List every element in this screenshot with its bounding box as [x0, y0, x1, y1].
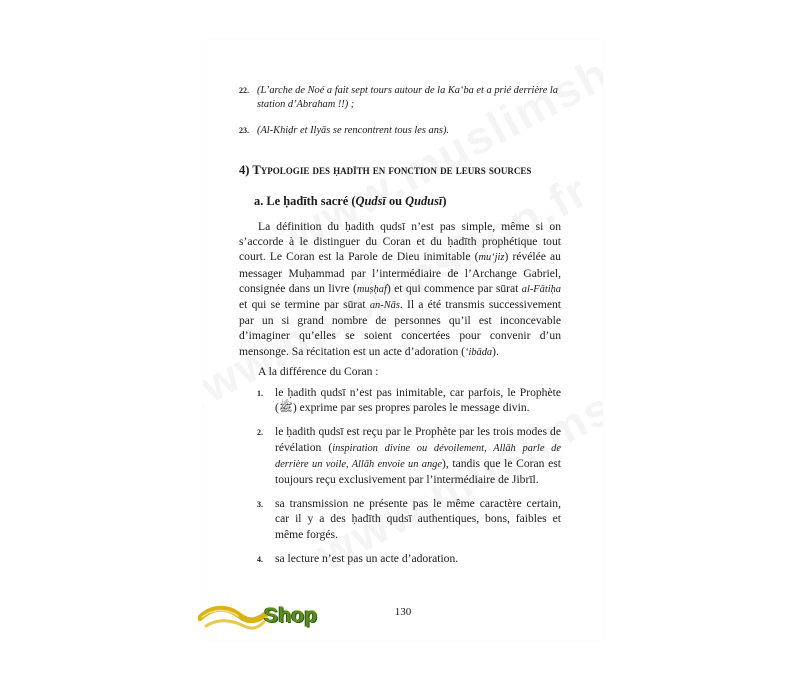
numbered-list [239, 385, 561, 566]
subsection-prefix: a. Le ḥadīth sacré ( [254, 194, 356, 208]
body-paragraph [239, 219, 561, 360]
arabic-term: an-Nās [369, 300, 400, 312]
footnote [239, 84, 561, 112]
list-item-text: le ḥadith qudsī est reçu par le Prophète par les trois modes de révélation ( [275, 425, 561, 454]
logo-text: Shop [264, 604, 318, 627]
subsection-term: Qudsī [355, 194, 386, 208]
paragraph-text: ) révélée au messager Muḥammad par l’intermédiaire de l’Archange Gabriel, consignée dans un livre ( [239, 250, 561, 295]
paragraph-text: ) et qui commence par sūrat [386, 281, 522, 295]
arabic-term: mu‘jiz [478, 252, 505, 264]
subsection-connector: ou [385, 194, 406, 208]
list-number: 1. [257, 389, 263, 399]
list-item-text: le ḥadith qudsī n’est pas inimitable, car parfois, le Prophète (ﷺ) exprime par ses propres paroles le message divin. [275, 386, 561, 415]
list-item [239, 424, 561, 487]
subsection-title [254, 193, 561, 209]
list-number: 3. [257, 500, 263, 510]
paragraph-text: . Il a été transmis successivement par un si grand nombre de personnes qu’il est inconcevable d’imaginer qu’elles se soient concertées pour convenir d’un mensonge. Sa récitation est un acte d’adoration ( [239, 298, 561, 358]
arabic-term: al-Fātiḥa [521, 283, 561, 295]
list-item-italic: inspiration divine ou dévoilement, Allāh parle de derrière un voile, Allāh envoie un ange [275, 442, 561, 470]
page-content [239, 84, 561, 575]
swirl-logo-icon [198, 604, 268, 634]
arabic-term: ‘ibāda [465, 346, 493, 358]
subsection-suffix: ) [442, 194, 447, 208]
shop-logo[interactable] [198, 604, 328, 634]
paragraph-text: La définition du ḥadith qudsī n’est pas simple, même si on s’accorde à le distinguer du Coran et du ḥadīth prophétique tout court. Le Coran est la Parole de Dieu inimitable ( [239, 220, 561, 264]
list-item-text: ), tandis que le Coran est toujours reçu exclusivement par l’intermédiaire de Jibrīl. [275, 456, 561, 487]
list-intro: A la différence du Coran : [258, 364, 379, 378]
footnote-number: 22. [239, 86, 249, 95]
subsection-term: Qudusī [405, 194, 443, 208]
section-title: 4) Typologie des ḥadīth en fonction de leurs sources [239, 163, 532, 177]
list-item-text: sa transmission ne présente pas le même caractère certain, car il y a des ḥadīth qudsī authentiques, bons, faibles et même forgés. [275, 497, 561, 541]
paragraph-text: ). [492, 344, 499, 358]
list-number: 4. [257, 554, 263, 564]
list-number: 2. [257, 428, 263, 438]
list-item [239, 551, 561, 566]
book-page [203, 40, 603, 640]
paragraph-text: et qui se termine par sūrat [239, 298, 370, 312]
footnote-text: (Al-Khiḍr et Ilyās se rencontrent tous les ans). [257, 125, 450, 136]
footnote [239, 124, 561, 138]
page-number: 130 [394, 606, 412, 618]
list-item-text: sa lecture n’est pas un acte d’adoration. [275, 551, 459, 565]
footnote-number: 23. [239, 126, 249, 135]
list-item [239, 496, 561, 542]
list-item [239, 385, 561, 415]
footnote-text: (L’arche de Noé a fait sept tours autour de la Ka‘ba et a prié derrière la station d’Abraham !!) ; [257, 85, 559, 110]
arabic-term: muṣḥaf [356, 283, 387, 295]
